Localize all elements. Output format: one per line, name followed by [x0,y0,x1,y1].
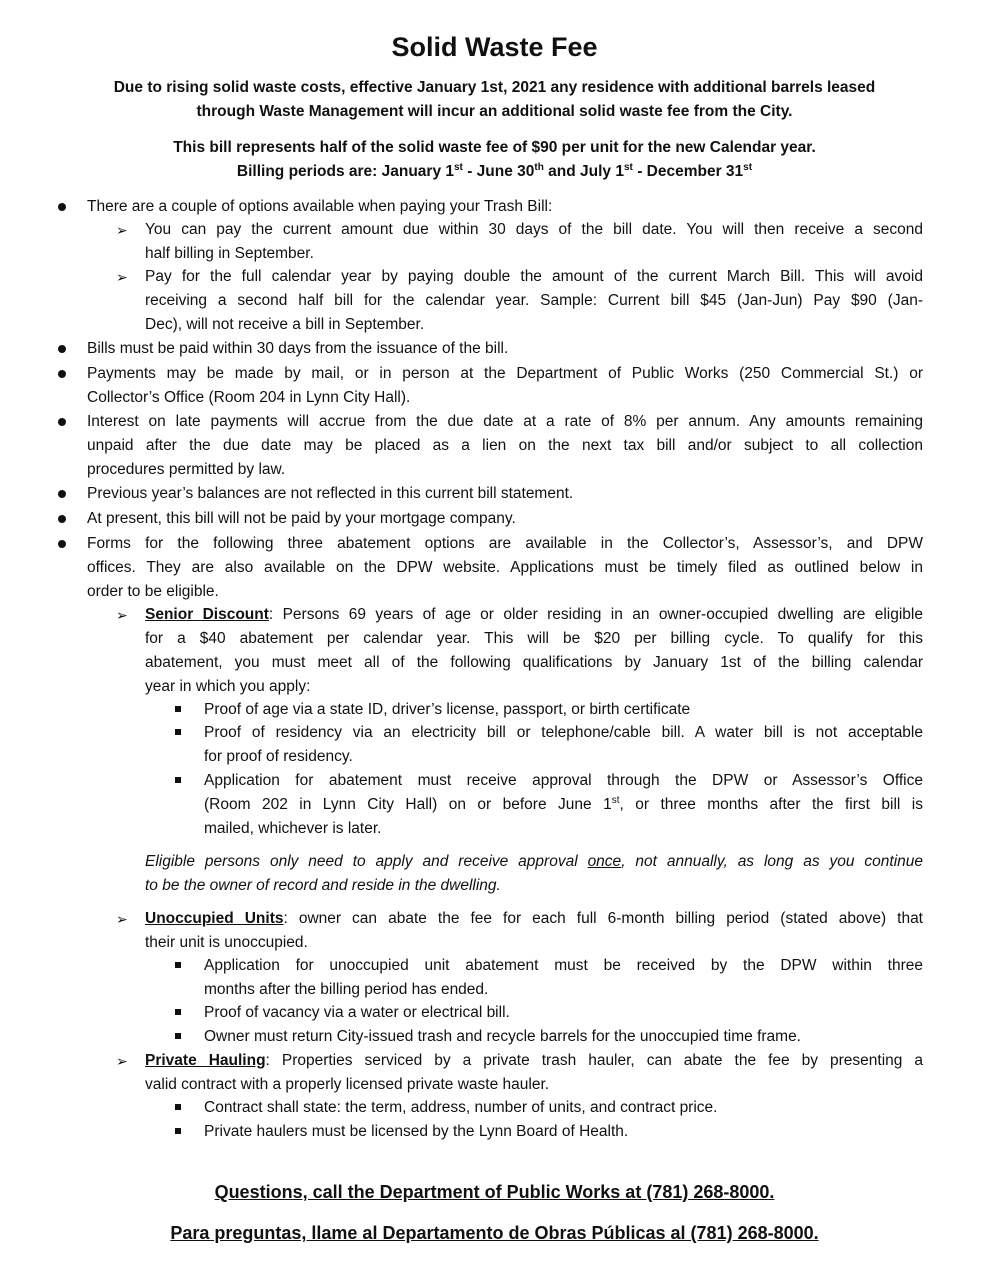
unoccupied-req-vacancy: Proof of vacancy via a water or electrical bill. [204,1004,510,1021]
payment-deadline-text: Bills must be paid within 30 days from the issuance of the bill. [87,340,509,357]
option-1-line-2: half billing in September. [145,245,314,262]
private-hauling-heading: Private Hauling [145,1052,266,1069]
unoccupied-line-2: their unit is unoccupied. [145,934,308,951]
square-bullet [175,1009,181,1015]
senior-req-approval-line-2: (Room 202 in Lynn City Hall) on or before June 1st, or three months after the first bill is [204,794,924,813]
arrow-bullet-icon: ➢ [116,1053,128,1069]
interest-line-2: unpaid after the due date may be placed as a lien on the next tax bill and/or subject to all collection [87,437,923,454]
option-1-line-1: You can pay the current amount due within 30 days of the bill date. You will then receive a second [145,221,923,238]
square-bullet [175,777,181,783]
payment-options-lead: There are a couple of options available when paying your Trash Bill: [87,198,553,215]
option-2-line-1: Pay for the full calendar year by paying double the amount of the current March Bill. This will avoid [145,268,923,285]
billing-periods-line: Billing periods are: January 1st - June 30th and July 1st - December 31st [236,161,753,180]
square-bullet [175,1033,181,1039]
unoccupied-req-line-2: months after the billing period has ended. [204,981,489,998]
unoccupied-req-barrels: Owner must return City-issued trash and recycle barrels for the unoccupied time frame. [204,1028,801,1045]
senior-discount-heading: Senior Discount [145,606,269,623]
bullet-dot [58,203,66,211]
senior-discount-line-2: for a $40 abatement per calendar year. This will be $20 per billing cycle. To qualify for this [145,630,923,647]
unoccupied-units-heading: Unoccupied Units [145,910,284,927]
private-req-contract: Contract shall state: the term, address, number of units, and contract price. [204,1099,718,1116]
interest-line-1: Interest on late payments will accrue from the due date at a rate of 8% per annum. Any amounts remaining [87,413,923,430]
previous-balances-text: Previous year’s balances are not reflected in this current bill statement. [87,485,574,502]
square-bullet [175,1104,181,1110]
mortgage-text: At present, this bill will not be paid by your mortgage company. [87,510,516,527]
questions-english: Questions, call the Department of Public Works at (781) 268-8000. [214,1182,775,1202]
arrow-bullet-icon: ➢ [116,222,128,238]
bullet-dot [58,345,66,353]
senior-note-line-1: Eligible persons only need to apply and receive approval once, not annually, as long as you continue [145,853,923,870]
option-2-line-2: receiving a second half bill for the calendar year. Sample: Current bill $45 (Jan-Jun) Pay $90 (Jan- [145,292,923,309]
abatement-forms-line-1: Forms for the following three abatement options are available in the Collector’s, Assessor’s, and DPW [87,535,923,552]
unoccupied-req-line-1: Application for unoccupied unit abatement must be received by the DPW within three [204,957,923,974]
bullet-dot [58,370,66,378]
square-bullet [175,729,181,735]
payment-methods-line-1: Payments may be made by mail, or in person at the Department of Public Works (250 Commercial St.) or [87,365,923,382]
arrow-bullet-icon: ➢ [116,269,128,285]
bullet-dot [58,490,66,498]
intro-line-2: through Waste Management will incur an additional solid waste fee from the City. [196,103,793,120]
bullet-dot [58,418,66,426]
senior-req-approval-line-3: mailed, whichever is later. [204,820,382,837]
abatement-forms-line-3: order to be eligible. [87,583,219,600]
senior-req-age: Proof of age via a state ID, driver’s license, passport, or birth certificate [204,701,691,718]
square-bullet [175,706,181,712]
senior-note-line-2: to be the owner of record and reside in the dwelling. [145,877,501,894]
abatement-forms-line-2: offices. They are also available on the DPW website. Applications must be timely filed as outlined below in [87,559,923,576]
square-bullet [175,1128,181,1134]
senior-discount-line-1: Senior Discount: Persons 69 years of age or older residing in an owner-occupied dwelling are eligible [145,606,923,623]
page-title: Solid Waste Fee [391,32,598,62]
private-hauling-line-1: Private Hauling: Properties serviced by a private trash hauler, can abate the fee by presenting a [145,1052,924,1069]
bullet-dot [58,515,66,523]
unoccupied-line-1: Unoccupied Units: owner can abate the fee for each full 6-month billing period (stated above) that [145,910,923,927]
option-2-line-3: Dec), will not receive a bill in September. [145,316,425,333]
senior-discount-line-3: abatement, you must meet all of the following qualifications by January 1st of the billing calendar [145,654,923,671]
interest-line-3: procedures permitted by law. [87,461,286,478]
square-bullet [175,962,181,968]
senior-req-residency-line-1: Proof of residency via an electricity bill or telephone/cable bill. A water bill is not acceptable [204,724,923,741]
bullet-dot [58,540,66,548]
senior-req-residency-line-2: for proof of residency. [204,748,353,765]
questions-spanish: Para preguntas, llame al Departamento de Obras Públicas al (781) 268-8000. [170,1223,819,1243]
payment-methods-line-2: Collector’s Office (Room 204 in Lynn City Hall). [87,389,411,406]
intro-line-3: This bill represents half of the solid waste fee of $90 per unit for the new Calendar year. [173,139,816,156]
senior-req-approval-line-1: Application for abatement must receive approval through the DPW or Assessor’s Office [204,772,923,789]
senior-discount-line-4: year in which you apply: [145,678,311,695]
private-req-license: Private haulers must be licensed by the Lynn Board of Health. [204,1123,629,1140]
intro-line-1: Due to rising solid waste costs, effective January 1st, 2021 any residence with additional barrels leased [113,79,876,96]
arrow-bullet-icon: ➢ [116,911,128,927]
arrow-bullet-icon: ➢ [116,607,128,623]
private-hauling-line-2: valid contract with a properly licensed private waste hauler. [145,1076,550,1093]
